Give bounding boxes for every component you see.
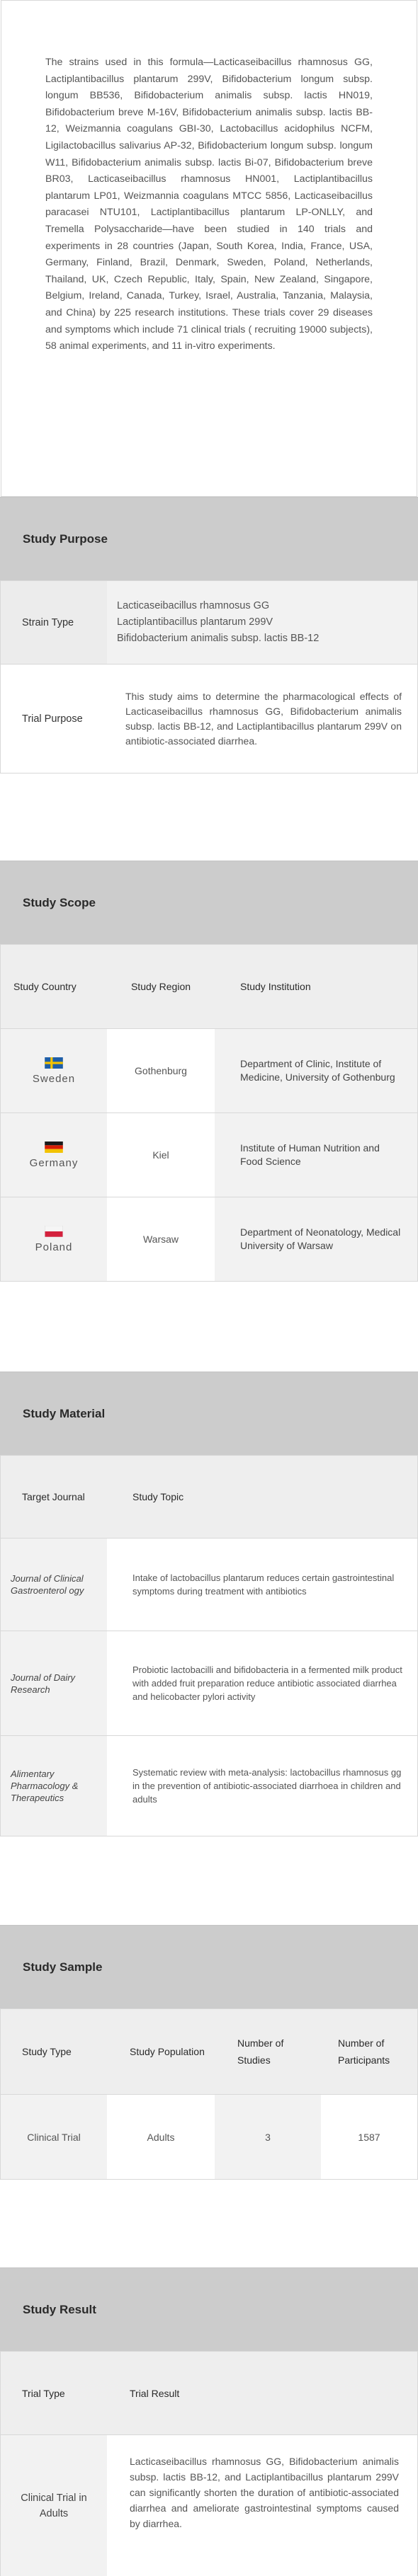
poland-flag-icon bbox=[45, 1226, 63, 1237]
col-trial-result: Trial Result bbox=[107, 2352, 417, 2434]
study-purpose-section bbox=[0, 497, 418, 774]
table-row bbox=[1, 1197, 417, 1281]
trial-purpose-label: Trial Purpose bbox=[1, 665, 107, 773]
table-row bbox=[1, 1735, 417, 1836]
journal-cell: Journal of Dairy Research bbox=[1, 1631, 107, 1735]
col-study-type: Study Type bbox=[1, 2009, 107, 2094]
institution-cell: Institute of Human Nutrition and Food Science bbox=[215, 1113, 417, 1197]
study-type-cell: Clinical Trial bbox=[1, 2095, 107, 2179]
strain-item: Lactiplantibacillus plantarum 299V bbox=[117, 616, 273, 628]
study-material-title: Study Material bbox=[0, 1372, 418, 1455]
col-trial-type: Trial Type bbox=[1, 2352, 107, 2434]
table-row bbox=[1, 1631, 417, 1735]
population-cell: Adults bbox=[107, 2095, 215, 2179]
table-row bbox=[1, 2094, 417, 2179]
region-cell: Gothenburg bbox=[107, 1029, 215, 1112]
trial-purpose-text: This study aims to determine the pharmacological effects of Lacticaseibacillus rhamnosus GG, Bifidobacterium animalis subsp. lactis BB-12, and Lactiplantibacillus plantarum 299V on antibiotic-associated diarrhea. bbox=[107, 665, 417, 773]
strain-item: Lacticaseibacillus rhamnosus GG bbox=[117, 600, 270, 611]
col-target-journal: Target Journal bbox=[1, 1456, 107, 1538]
col-study-institution: Study Institution bbox=[215, 945, 417, 1028]
col-study-region: Study Region bbox=[107, 945, 215, 1028]
sweden-flag-icon bbox=[45, 1057, 63, 1069]
participants-cell: 1587 bbox=[321, 2095, 417, 2179]
institution-cell: Department of Clinic, Institute of Medicine, University of Gothenburg bbox=[215, 1029, 417, 1112]
country-name: Germany bbox=[29, 1156, 79, 1169]
col-study-country: Study Country bbox=[1, 945, 107, 1028]
strain-item: Bifidobacterium animalis subsp. lactis BB-12 bbox=[117, 633, 320, 644]
strain-type-label: Strain Type bbox=[1, 581, 107, 664]
study-scope-title: Study Scope bbox=[0, 861, 418, 944]
region-cell: Kiel bbox=[107, 1113, 215, 1197]
topic-cell: Probiotic lactobacilli and bifidobacteria in a fermented milk product with added fruit preparation reduce antibiotic associated diarrhea and helicobacter pylori activity bbox=[107, 1631, 417, 1735]
intro-text: The strains used in this formula—Lacticaseibacillus rhamnosus GG, Lactiplantibacillus plantarum 299V, Bifidobacterium longum subsp. longum BB536, Bifidobacterium animalis subsp. lactis HN019, Bifidobacterium breve M-16V, Bifidobacterium animalis subsp. lactis BB-12, Weizmannia coagulans GBI-30, Lactobacillus acidophilus NCFM, Ligilactobacillus salivarius AP-32, Bifidobacterium longum subsp. longum W11, Bifidobacterium animalis subsp. lactis Bi-07, Bifidobacterium breve BR03, Lacticaseibacillus rhamnosus HN001, Lactiplantibacillus plantarum LP01, Weizmannia coagulans MTCC 5856, Lacticaseibacillus paracasei NTU101, Lactiplantibacillus plantarum LP-ONLLY, and Tremella Polysaccharide—have been studied in 140 trials and experiments in 28 countries (Japan, South Korea, India, France, USA, Germany, Finland, Brazil, Denmark, Sweden, Poland, Netherlands, Thailand, UK, Czech Republic, Italy, Spain, New Zealand, Singapore, Belgium, Ireland, Canada, Turkey, Israel, Australia, Tanzania, Malaysia, and China) by 225 research institutions. These trials cover 29 diseases and symptoms which include 71 clinical trials ( recruiting 19000 subjects), 58 animal experiments, and 11 in-vitro experiments. bbox=[45, 57, 373, 352]
table-row bbox=[1, 1538, 417, 1631]
journal-cell: Journal of Clinical Gastroenterol ogy bbox=[1, 1539, 107, 1631]
institution-cell: Department of Neonatology, Medical University of Warsaw bbox=[215, 1197, 417, 1281]
study-purpose-title: Study Purpose bbox=[0, 497, 418, 580]
topic-cell: Systematic review with meta-analysis: lactobacillus rhamnosus gg in the prevention of antibiotic-associated diarrhoea in children and adults bbox=[107, 1736, 417, 1836]
table-row bbox=[1, 1028, 417, 1112]
studies-cell: 3 bbox=[215, 2095, 321, 2179]
col-number-of-participants: Number of Participants bbox=[321, 2009, 417, 2094]
country-name: Sweden bbox=[32, 1072, 76, 1085]
study-sample-title: Study Sample bbox=[0, 1925, 418, 2008]
study-material-section bbox=[0, 1372, 418, 1836]
study-sample-section bbox=[0, 1925, 418, 2180]
country-cell bbox=[1, 1113, 107, 1197]
region-cell: Warsaw bbox=[107, 1197, 215, 1281]
table-row bbox=[1, 2434, 417, 2576]
germany-flag-icon bbox=[45, 1142, 63, 1153]
table-row bbox=[1, 1112, 417, 1197]
journal-cell: Alimentary Pharmacology & Therapeutics bbox=[1, 1736, 107, 1836]
trial-result-cell: Lacticaseibacillus rhamnosus GG, Bifidobacterium animalis subsp. lactis BB-12, and Lactiplantibacillus plantarum 299V can significantly shorten the duration of antibiotic-associated diarrhea and ameliorate gastrointestinal symptoms caused by diarrhea. bbox=[107, 2435, 417, 2576]
study-result-section bbox=[0, 2267, 418, 2576]
intro-card bbox=[1, 0, 417, 497]
col-study-topic: Study Topic bbox=[107, 1456, 417, 1538]
col-study-population: Study Population bbox=[107, 2009, 215, 2094]
trial-type-cell: Clinical Trial in Adults bbox=[1, 2435, 107, 2576]
country-name: Poland bbox=[35, 1241, 73, 1253]
country-cell bbox=[1, 1197, 107, 1281]
study-scope-section bbox=[0, 861, 418, 1282]
col-number-of-studies: Number of Studies bbox=[215, 2009, 321, 2094]
country-cell bbox=[1, 1029, 107, 1112]
study-result-title: Study Result bbox=[0, 2267, 418, 2351]
strain-list bbox=[107, 581, 417, 664]
topic-cell: Intake of lactobacillus plantarum reduces certain gastrointestinal symptoms during treatment with antibiotics bbox=[107, 1539, 417, 1631]
